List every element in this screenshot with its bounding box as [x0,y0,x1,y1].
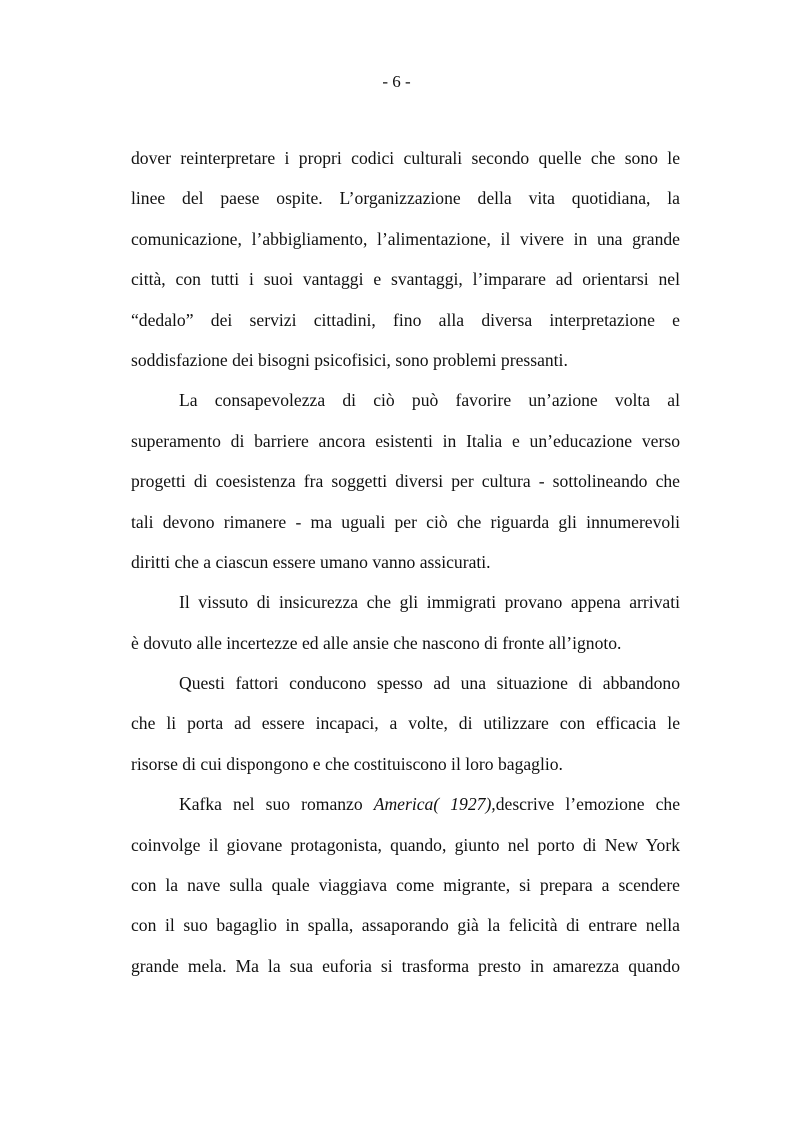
paragraph-first-line: Il vissuto di insicurezza che gli immigrati provano appena arrivati [179,592,680,613]
text-line: comunicazione, l’abbigliamento, l’alimentazione, il vivere in una grande [131,228,680,249]
text-line: città, con tutti i suoi vantaggi e svantaggi, l’imparare ad orientarsi nel [131,269,680,290]
paragraph-first-line [131,784,680,824]
text-line: superamento di barriere ancora esistenti in Italia e un’educazione verso [131,430,680,451]
body-text [131,138,680,986]
text-line: dover reinterpretare i propri codici culturali secondo quelle che sono le [131,148,680,168]
paragraph-first-line: La consapevolezza di ciò può favorire un’azione volta al [179,390,680,411]
text-line: che li porta ad essere incapaci, a volte, di utilizzare con efficacia le [131,713,680,734]
text-segment: Kafka nel suo romanzo [179,794,374,815]
text-line: “dedalo” dei servizi cittadini, fino alla diversa interpretazione e [131,309,680,330]
text-line: coinvolge il giovane protagonista, quando, giunto nel porto di New York [131,834,680,855]
text-line: risorse di cui dispongono e che costituiscono il loro bagaglio. [131,753,563,774]
paragraph-first-line: Questi fattori conducono spesso ad una situazione di abbandono [179,673,680,694]
text-line: è dovuto alle incertezze ed alle ansie che nascono di fronte all’ignoto. [131,632,622,653]
text-segment: descrive l’emozione che [495,794,681,815]
text-line: tali devono rimanere - ma uguali per ciò che riguarda gli innumerevoli [131,511,680,532]
book-title: America( 1927), [373,794,496,815]
text-line: con la nave sulla quale viaggiava come migrante, si prepara a scendere [131,875,680,896]
page-number: - 6 - [382,72,411,91]
text-line: con il suo bagaglio in spalla, assaporando già la felicità di entrare nella [131,915,680,936]
text-line: grande mela. Ma la sua euforia si trasforma presto in amarezza quando [131,955,680,976]
text-line: linee del paese ospite. L’organizzazione della vita quotidiana, la [131,188,680,209]
text-line: progetti di coesistenza fra soggetti diversi per cultura - sottolineando che [131,471,680,492]
text-line: diritti che a ciascun essere umano vanno assicurati. [131,551,491,572]
text-line: soddisfazione dei bisogni psicofisici, sono problemi pressanti. [131,349,568,370]
